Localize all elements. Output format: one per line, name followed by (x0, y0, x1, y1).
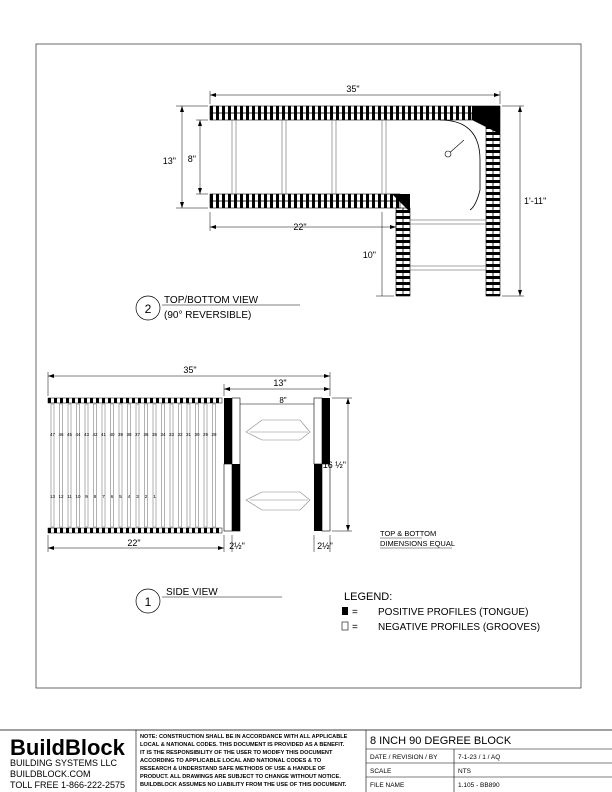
post-number: 44 (75, 432, 81, 437)
side-rib (94, 404, 97, 527)
post-number: 6 (110, 494, 114, 499)
side-rib (77, 404, 80, 527)
top-view-drawing (176, 91, 524, 296)
post-number: 30 (194, 432, 200, 437)
svg-text:PRODUCT. ALL DRAWINGS ARE SUBJ: PRODUCT. ALL DRAWINGS ARE SUBJECT TO CHANGE WITHOUT NOTICE. (140, 774, 341, 780)
post-number: 32 (177, 432, 183, 437)
post-number: 12 (58, 494, 64, 499)
side-dim-8: 8" (279, 396, 287, 405)
legal-note (140, 734, 348, 788)
side-rib (196, 404, 199, 527)
side-rib (60, 404, 63, 527)
top-view-subtitle: (90° REVERSIBLE) (164, 310, 252, 321)
side-rib (102, 404, 105, 527)
side-dim-35: 35" (183, 365, 197, 375)
post-number: 40 (109, 432, 115, 437)
post-number: 29 (202, 432, 209, 437)
side-dim-left-wall: 2½" (229, 541, 245, 551)
legend-negative-symbol: = (352, 622, 358, 633)
post-number: 41 (100, 432, 107, 437)
post-number: 43 (83, 432, 90, 437)
side-view-title: SIDE VIEW (166, 587, 218, 598)
post-number: 28 (211, 432, 217, 437)
legend-negative-swatch (342, 622, 348, 630)
side-rib (153, 404, 156, 527)
post-number: 36 (143, 432, 149, 437)
post-number: 31 (185, 432, 192, 437)
company-name: BUILDING SYSTEMS LLC (10, 758, 118, 768)
side-view-number: 1 (144, 595, 152, 609)
file-label: FILE NAME (370, 782, 405, 789)
scale-label: SCALE (370, 768, 392, 775)
legend-positive-swatch (342, 607, 348, 615)
top-dim-10: 10" (362, 250, 376, 260)
side-note-line1: TOP & BOTTOM (380, 529, 437, 538)
side-dim-22: 22" (127, 538, 141, 548)
side-rib (204, 404, 207, 527)
scale-value: NTS (458, 768, 471, 775)
side-rib (162, 404, 165, 527)
svg-text:NOTE: CONSTRUCTION SHALL BE IN: NOTE: CONSTRUCTION SHALL BE IN ACCORDANCE WITH ALL APPLICABLE (140, 734, 348, 740)
side-rib (145, 404, 148, 527)
legend-negative-label: NEGATIVE PROFILES (GROOVES) (378, 622, 541, 633)
svg-text:RESEARCH & UNDERSTAND SAFE MET: RESEARCH & UNDERSTAND SAFE METHODS OF USE & HANDLE OF (140, 766, 326, 772)
top-dim-22: 22" (293, 222, 307, 232)
post-number: 35 (151, 432, 158, 437)
post-number: 37 (134, 432, 141, 437)
svg-text:BUILDBLOCK ASSUMES NO LIABILIT: BUILDBLOCK ASSUMES NO LIABILITY FROM THE USE OF THIS DOCUMENT. (140, 782, 347, 788)
post-number: 11 (67, 494, 72, 499)
post-number: 45 (66, 432, 73, 437)
post-number: 9 (85, 494, 88, 499)
legend-title: LEGEND: (344, 591, 393, 603)
top-dim-8: 8" (187, 154, 196, 164)
side-rib (119, 404, 122, 527)
post-number: 8 (93, 494, 97, 499)
post-number: 39 (117, 432, 124, 437)
top-dim-total: 1'-11" (524, 196, 547, 206)
top-dim-35: 35" (346, 84, 360, 94)
post-numbers-bottom (50, 494, 156, 499)
side-rib (51, 404, 54, 527)
post-number: 2 (144, 494, 148, 499)
post-number: 3 (136, 494, 139, 499)
date-label: DATE / REVISION / BY (370, 754, 438, 761)
post-numbers-top (50, 432, 217, 437)
post-number: 42 (92, 432, 98, 437)
drawing-title: 8 INCH 90 DEGREE BLOCK (370, 735, 512, 747)
post-number: 1 (153, 494, 156, 499)
side-rib (187, 404, 190, 527)
company-website: BUILDBLOCK.COM (10, 769, 91, 779)
company-logo: BuildBlock (10, 735, 125, 760)
company-phone: TOLL FREE 1-866-222-2575 (10, 780, 126, 790)
post-number: 13 (49, 494, 56, 499)
side-rib (136, 404, 139, 527)
side-dim-height: 16 ½" (322, 460, 346, 470)
side-view-drawing (48, 372, 352, 552)
post-number: 5 (119, 494, 122, 499)
post-number: 34 (160, 432, 166, 437)
side-rib (111, 404, 114, 527)
post-number: 7 (102, 494, 105, 499)
post-number: 38 (126, 432, 132, 437)
file-value: 1.105 - BB890 (458, 782, 500, 789)
post-number: 10 (75, 494, 81, 499)
top-dim-13: 13" (162, 156, 176, 166)
side-dim-right-wall: 2½" (317, 541, 333, 551)
legend-positive-symbol: = (352, 607, 358, 618)
side-rib (179, 404, 182, 527)
side-rib (213, 404, 216, 527)
post-number: 4 (127, 494, 131, 499)
legend-positive-label: POSITIVE PROFILES (TONGUE) (378, 607, 529, 618)
side-rib (128, 404, 131, 527)
svg-text:IT IS THE RESPONSIBILITY OF TH: IT IS THE RESPONSIBILITY OF THE USER TO MODIFY THIS DOCUMENT (140, 750, 333, 756)
side-rib (170, 404, 173, 527)
top-view-title: TOP/BOTTOM VIEW (164, 295, 259, 306)
side-note-line2: DIMENSIONS EQUAL (380, 539, 456, 548)
svg-text:ACCORDING TO APPLICABLE LOCAL: ACCORDING TO APPLICABLE LOCAL AND NATIONAL CODES & TO (140, 758, 322, 764)
side-rib (85, 404, 88, 527)
post-number: 33 (168, 432, 175, 437)
side-dim-13: 13" (273, 378, 287, 388)
date-value: 7-1-23 / 1 / AQ (458, 754, 501, 761)
post-number: 47 (49, 432, 56, 437)
top-view-number: 2 (144, 302, 152, 316)
svg-text:LOCAL & NATIONAL CODES. THIS D: LOCAL & NATIONAL CODES. THIS DOCUMENT IS PROVIDED AS A BENEFIT. (140, 742, 345, 748)
post-number: 46 (58, 432, 64, 437)
side-rib (68, 404, 71, 527)
